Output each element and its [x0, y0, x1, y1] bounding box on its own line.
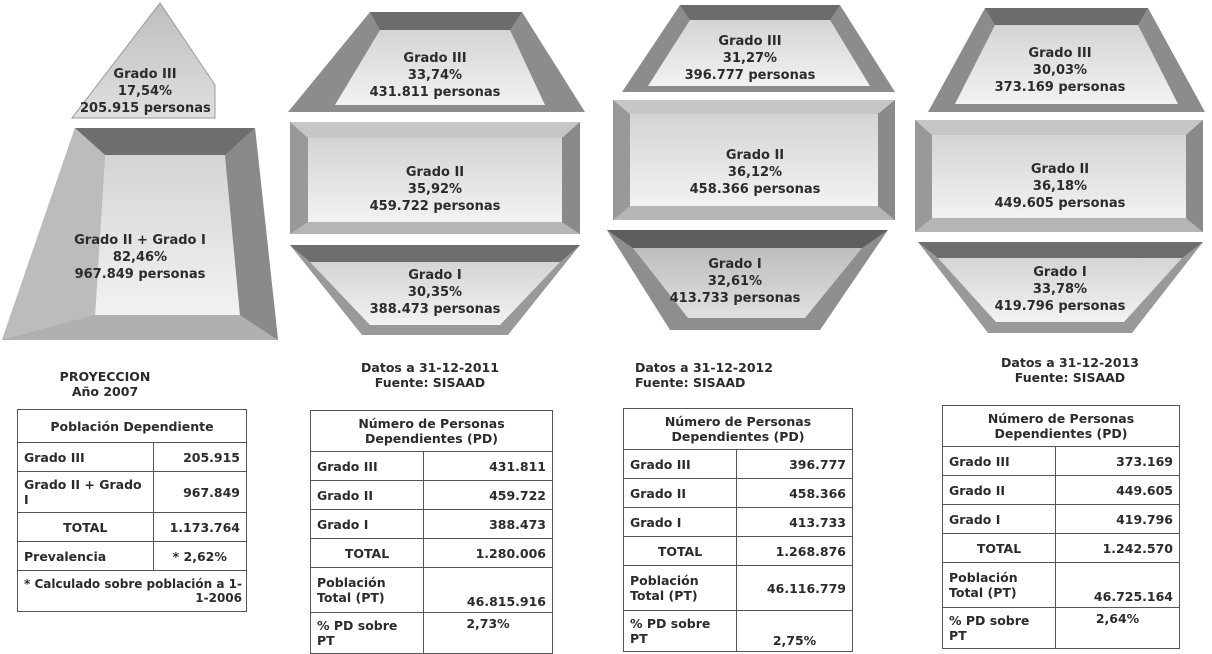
p4-caption: Datos a 31-12-2013 Fuente: SISAAD	[1001, 355, 1139, 385]
p3-caption: Datos a 31-12-2012 Fuente: SISAAD	[635, 360, 773, 390]
table-row: % PD sobre PT 2,64%	[943, 608, 1180, 649]
table-row: % PD sobre PT 2,73%	[311, 613, 553, 654]
p2-shape3-label: Grado I 30,35% 388.473 personas	[369, 268, 501, 317]
p2-shape1-label: Grado III 33,74% 431.811 personas	[369, 51, 501, 100]
table-row: TOTAL 1.242.570	[943, 534, 1180, 563]
p3-shape3-label: Grado I 32,61% 413.733 personas	[669, 257, 801, 306]
table-row: TOTAL 1.173.764	[18, 513, 247, 542]
p2-shape2-label: Grado II 35,92% 459.722 personas	[369, 165, 501, 214]
table-row: % PD sobre PT 2,75%	[624, 611, 853, 652]
table-row: Grado II 458.366	[624, 479, 853, 508]
p4-shape1-label: Grado III 30,03% 373.169 personas	[994, 46, 1126, 95]
table-row: Prevalencia * 2,62%	[18, 542, 247, 571]
table-row: Grado III 373.169	[943, 447, 1180, 476]
p4-shape2-label: Grado II 36,18% 449.605 personas	[994, 162, 1126, 211]
p1-shape1-label: Grado III 17,54% 205.915 personas	[80, 67, 211, 116]
table-row: Grado III 396.777	[624, 450, 853, 479]
table-row: Grado I 419.796	[943, 505, 1180, 534]
table-row: TOTAL 1.268.876	[624, 537, 853, 566]
table-header: Número de Personas Dependientes (PD)	[943, 406, 1180, 447]
table-row: Población Total (PT) 46.116.779	[624, 566, 853, 611]
table-row: Grado I 413.733	[624, 508, 853, 537]
p1-table	[17, 409, 247, 612]
table-row: Población Total (PT) 46.815.916	[311, 568, 553, 613]
p3-shape1-label: Grado III 31,27% 396.777 personas	[684, 34, 816, 83]
p1-shape2-label: Grado II + Grado I 82,46% 967.849 personas	[74, 233, 206, 282]
table-row: Grado III 205.915	[18, 443, 247, 472]
table-header: Número de Personas Dependientes (PD)	[624, 409, 853, 450]
table-row: Grado II 449.605	[943, 476, 1180, 505]
p3-shape2-label: Grado II 36,12% 458.366 personas	[689, 148, 821, 197]
table-row: Grado II + Grado I 967.849	[18, 472, 247, 513]
table-header: Población Dependiente	[18, 410, 247, 443]
table-row: Grado I 388.473	[311, 510, 553, 539]
p1-caption: PROYECCION Año 2007	[59, 369, 151, 399]
table-row: Grado III 431.811	[311, 452, 553, 481]
table-footnote: * Calculado sobre población a 1-1-2006	[18, 571, 247, 612]
p4-shape3-label: Grado I 33,78% 419.796 personas	[994, 265, 1126, 314]
table-header: Número de Personas Dependientes (PD)	[311, 411, 553, 452]
p4-table	[942, 405, 1180, 649]
p2-table	[310, 410, 553, 654]
table-row: TOTAL 1.280.006	[311, 539, 553, 568]
table-row: Grado II 459.722	[311, 481, 553, 510]
table-row: Población Total (PT) 46.725.164	[943, 563, 1180, 608]
p2-caption: Datos a 31-12-2011 Fuente: SISAAD	[361, 360, 499, 390]
p3-table	[623, 408, 853, 652]
